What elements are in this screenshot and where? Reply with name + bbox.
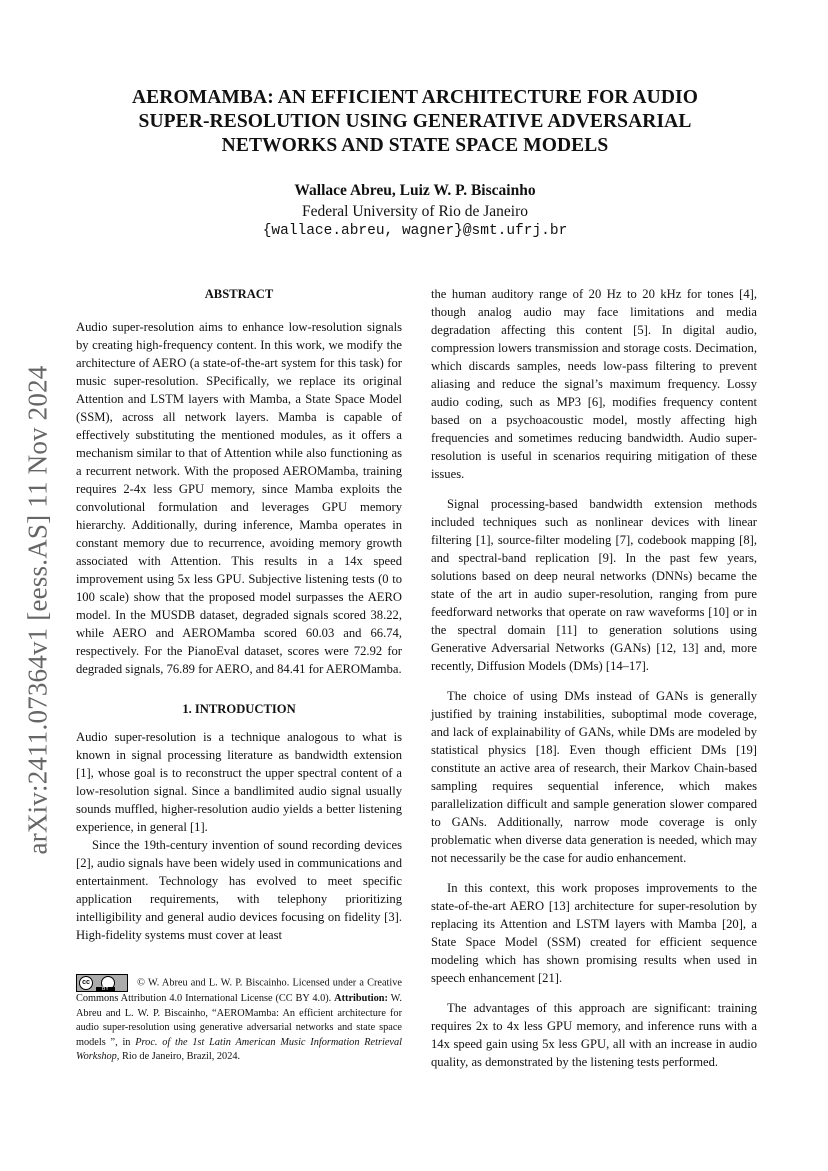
cc-by-icon[interactable] [76,974,128,992]
title-line-1: AEROMAMBA: AN EFFICIENT ARCHITECTURE FOR AUDIO [132,87,698,108]
right-paragraph-3: The choice of using DMs instead of GANs is generally justified by training instabilities, suboptimal mode coverage, and lack of explainability of GANs, while DMs are modeled by statistical physics [18]. Even though efficient DMs [19] constitute an active area of research, their Markov Chain-based sampling requires sequential inference, which makes parallelization difficult and sample generation slower compared to GANs. Additionally, narrow mode coverage is only problematic when diverse data generation is needed, which may not necessarily be the case for audio enhancement. [431,689,757,865]
authors: Wallace Abreu, Luiz W. P. Biscainho [294,182,536,199]
right-column [431,285,757,1083]
by-text: BY [96,987,115,992]
venue-text: Proc. of the 1st Latin American Music Information Retrieval Workshop, [76,1036,402,1062]
attribution-label: Attribution: [334,993,388,1004]
paper-title [110,86,720,158]
cc-text: cc [79,976,93,990]
abstract-heading: ABSTRACT [204,287,274,301]
right-paragraph-1: the human auditory range of 20 Hz to 20 kHz for tones [4], though analog audio may face limitations and media degradation affecting this content [5]. In digital audio, compression lowers transmission and storage costs. Decimation, which discards samples, needs low-pass filtering to prevent aliasing and reduce the signal’s maximum frequency. Lossy audio coding, such as MP3 [6], modifies frequency content based on a psychoacoustic model, mostly affecting high frequencies and sometimes reducing bandwidth. Audio super-resolution is useful in scenarios requiring mitigation of these issues. [431,287,757,481]
affiliation: Federal University of Rio de Janeiro [302,203,528,220]
place-text: Rio de Janeiro, Brazil, 2024. [121,1051,241,1062]
abstract-text: Audio super-resolution aims to enhance low-resolution signals by creating high-frequency content. In this work, we modify the architecture of AERO (a state-of-the-art system for this task) for music super-resolution. SPecifically, we replace its original Attention and LSTM layers with Mamba, a State Space Model (SSM), across all network layers. Mamba is capable of effectively substituting the mentioned modules, as it offers a mechanism similar to that of Attention while also functioning as a recurrent network. With the proposed AEROMamba, training requires 2-4x less GPU memory, since Mamba exploits the convolutional formulation and leverages GPU memory hierarchy. Additionally, during inference, Mamba operates in constant memory due to recurrence, avoiding memory growth associated with Attention. This results in a 14x speed improvement using 5x less GPU. Subjective listening tests (0 to 100 scale) show that the proposed model surpasses the AERO model. In the MUSDB dataset, degraded signals scored 38.22, while AERO and AEROMamba scored 60.03 and 66.74, respectively. For the PianoEval dataset, scores were 72.92 for degraded signals, 76.89 for AERO, and 84.41 for AEROMamba. [76,320,402,676]
intro-paragraph-1: Audio super-resolution is a technique analogous to what is known in signal processing literature as bandwidth extension [1], whose goal is to reconstruct the upper spectral content of a low-resolution signal. Since a bandlimited audio signal usually sounds muffled, higher-resolution audio yields a better listening experience, in general [1]. [76,730,402,834]
arxiv-watermark [18,345,58,875]
intro-paragraph-2: Since the 19th-century invention of sound recording devices [2], audio signals have been widely used in communications and entertainment. Technology has evolved to meet specific application requirements, with telephony prioritizing intelligibility and general audio devices focusing on fidelity [3]. High-fidelity systems must cover at least [76,838,402,942]
email: {wallace.abreu, wagner}@smt.ufrj.br [262,223,568,239]
license-text: © W. Abreu and L. W. P. Biscainho. Licensed under a Creative Commons Attribution 4.0 International License (CC BY 4.0). [76,977,402,1004]
title-line-2: SUPER-RESOLUTION USING GENERATIVE ADVERSARIAL [138,111,692,132]
introduction-heading: 1. INTRODUCTION [182,702,296,716]
arxiv-id: arXiv:2411.07364v1 [eess.AS] 11 Nov 2024 [22,365,53,855]
right-paragraph-4: In this context, this work proposes improvements to the state-of-the-art AERO [13] architecture for super-resolution by replacing its Attention and LSTM layers with Mamba [20], a State Space Model (SSM) created for efficient sequence modeling which has shown promising results when used in speech enhancement [21]. [431,881,757,985]
attribution-text: W. Abreu and L. W. P. Biscainho, “AEROMamba: An efficient architecture for audio super-resolution using generative adversarial networks and state space models ”, in [76,993,403,1048]
title-line-3: NETWORKS AND STATE SPACE MODELS [221,135,609,156]
left-column [76,285,402,956]
right-paragraph-5: The advantages of this approach are significant: training requires 2x to 4x less GPU memory, and inference runs with a 14x speed gain using 5x less GPU, all with an increase in audio quality, as demonstrated by the listening tests performed. [431,1001,757,1069]
right-paragraph-2: Signal processing-based bandwidth extension methods included techniques such as nonlinear devices with linear filtering [1], source-filter modeling [7], codebook mapping [8], and spectral-band replication [9]. In the past few years, solutions based on deep neural networks (DNNs) became the state of the art in audio super-resolution, ranging from pure feedforward networks that operate on raw waveforms [10] or in the spectral domain [11] to generation solutions using Generative Adversarial Networks (GANs) [12, 13] and, more recently, Diffusion Models (DMs) [14–17]. [431,497,757,673]
license-footnote [76,974,402,1065]
